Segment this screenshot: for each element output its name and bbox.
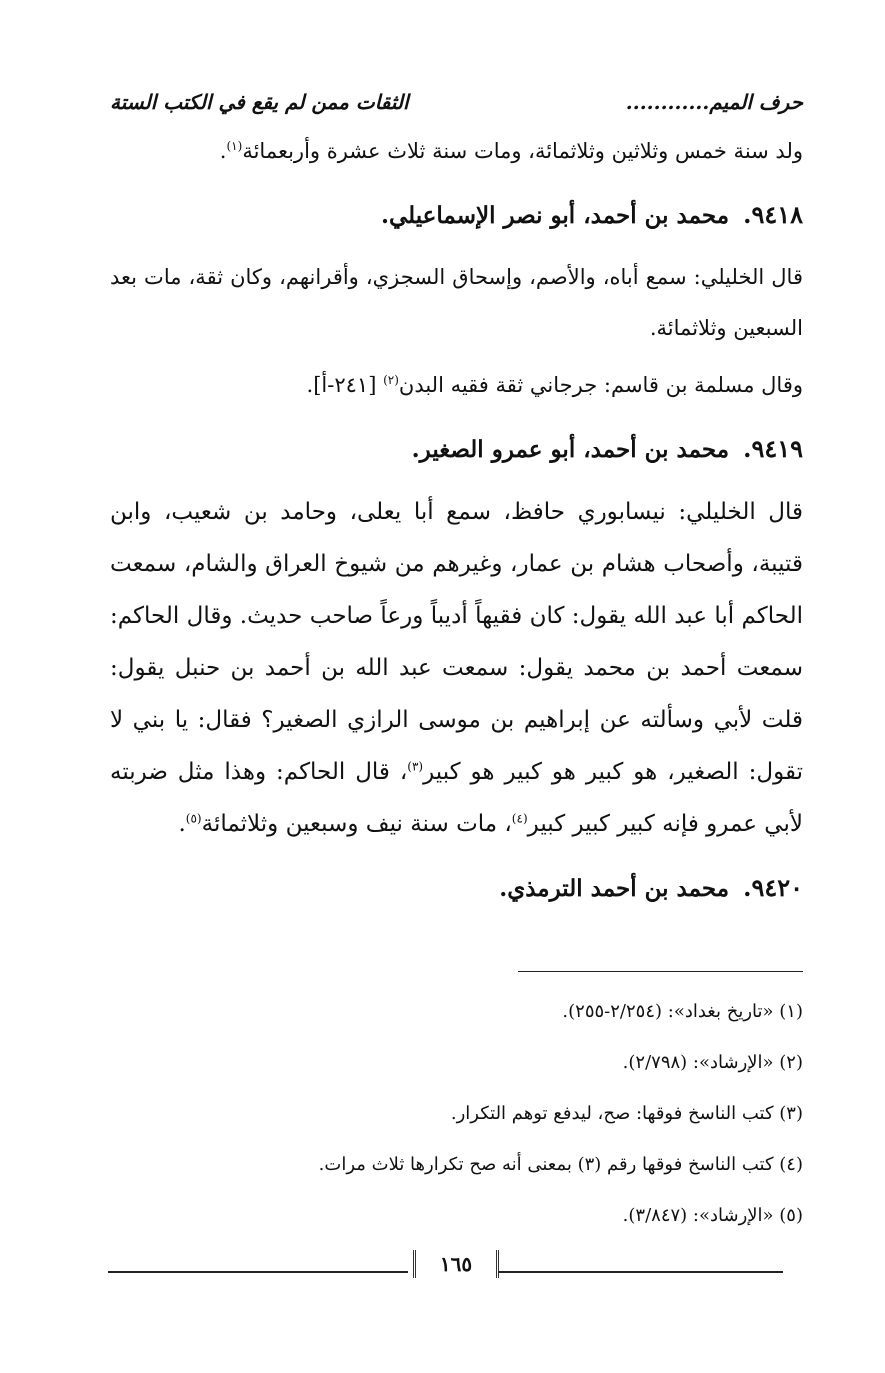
entry-number: ٩٤١٨. — [743, 200, 803, 229]
entry-paragraph: قال الخليلي: سمع أباه، والأصم، وإسحاق السجزي، وأقرانهم، وكان ثقة، مات بعد السبعين وثلاثمائة. — [110, 265, 803, 340]
footnote-separator — [518, 971, 803, 972]
footnote: (٢) «الإرشاد»: (٢/٧٩٨). — [622, 1052, 803, 1073]
footnote: (٤) كتب الناسخ فوقها رقم (٣) بمعنى أنه صح تكرارها ثلاث مرات. — [318, 1154, 803, 1175]
entry-number: ٩٤١٩. — [743, 434, 803, 463]
intro-sentence: ولد سنة خمس وثلاثين وثلاثمائة، ومات سنة ثلاث عشرة وأربعمائة — [242, 139, 803, 163]
book-title: الثقات ممن لم يقع في الكتب الستة — [110, 90, 409, 114]
intro-text — [110, 126, 803, 177]
chapter-title — [626, 90, 803, 114]
paragraph-end: . — [178, 811, 186, 837]
entry-paragraph — [110, 486, 803, 850]
entry-paragraph-text: وقال مسلمة بن قاسم: جرجاني ثقة فقيه البدن — [398, 373, 803, 397]
running-header — [110, 90, 803, 124]
header-dots: ............ — [625, 90, 710, 114]
entry-heading-9418 — [110, 195, 803, 236]
entry-name: محمد بن أحمد، أبو نصر الإسماعيلي. — [380, 202, 730, 229]
folio-ref: [٢٤١-أ]. — [306, 373, 384, 397]
entry-name: محمد بن أحمد الترمذي. — [499, 875, 730, 902]
footnote-ref: (٣) — [407, 759, 424, 774]
entry-paragraph-text: ، مات سنة نيف وسبعين وثلاثمائة — [201, 811, 512, 837]
chapter-name: حرف الميم — [709, 90, 803, 114]
footnote-ref: (٥) — [185, 811, 202, 826]
footnote-ref: (٤) — [511, 811, 528, 826]
entry-name: محمد بن أحمد، أبو عمرو الصغير. — [411, 436, 730, 463]
entry-paragraph — [110, 360, 803, 411]
footnote-ref: (١) — [226, 139, 243, 153]
footnote: (٣) كتب الناسخ فوقها: صح، ليدفع توهم التكرار. — [450, 1103, 803, 1124]
page-number: ١٦٥ — [413, 1250, 499, 1278]
intro-end: . — [219, 139, 227, 163]
footnotes — [110, 986, 803, 1241]
entry-heading-9420 — [110, 868, 803, 909]
footer-rule-left — [108, 1271, 408, 1273]
footnote-ref: (٢) — [383, 373, 399, 387]
page-footer — [108, 1250, 783, 1280]
footnote: (٥) «الإرشاد»: (٣/٨٤٧). — [622, 1205, 803, 1226]
footer-rule-right — [498, 1271, 783, 1273]
entry-paragraph-text: قال الخليلي: نيسابوري حافظ، سمع أبا يعلى، وحامد بن شعيب، وابن قتيبة، وأصحاب هشام بن عمار، وغيرهم من شيوخ العراق والشام، سمعت الحاكم أبا عبد الله يقول: كان فقيهاً أديباً ورعاً صاحب حديث. وقال الحاكم: سمعت أحمد بن محمد يقول: سمعت عبد الله بن أحمد بن حنبل يقول: قلت لأبي وسألته عن إبراهيم بن موسى الرازي الصغير؟ فقال: يا بني لا تقول: الصغير، هو كبير هو كبير هو كبير — [110, 499, 803, 785]
entry-paragraph-text: ، قال الحاكم: وهذا مثل ضربته لأبي عمرو فإنه كبير كبير كبير — [110, 759, 803, 837]
footnote: (١) «تاريخ بغداد»: (٢/٢٥٤-٢٥٥). — [562, 1001, 803, 1022]
entry-number: ٩٤٢٠. — [743, 873, 803, 902]
entry-heading-9419 — [110, 429, 803, 470]
